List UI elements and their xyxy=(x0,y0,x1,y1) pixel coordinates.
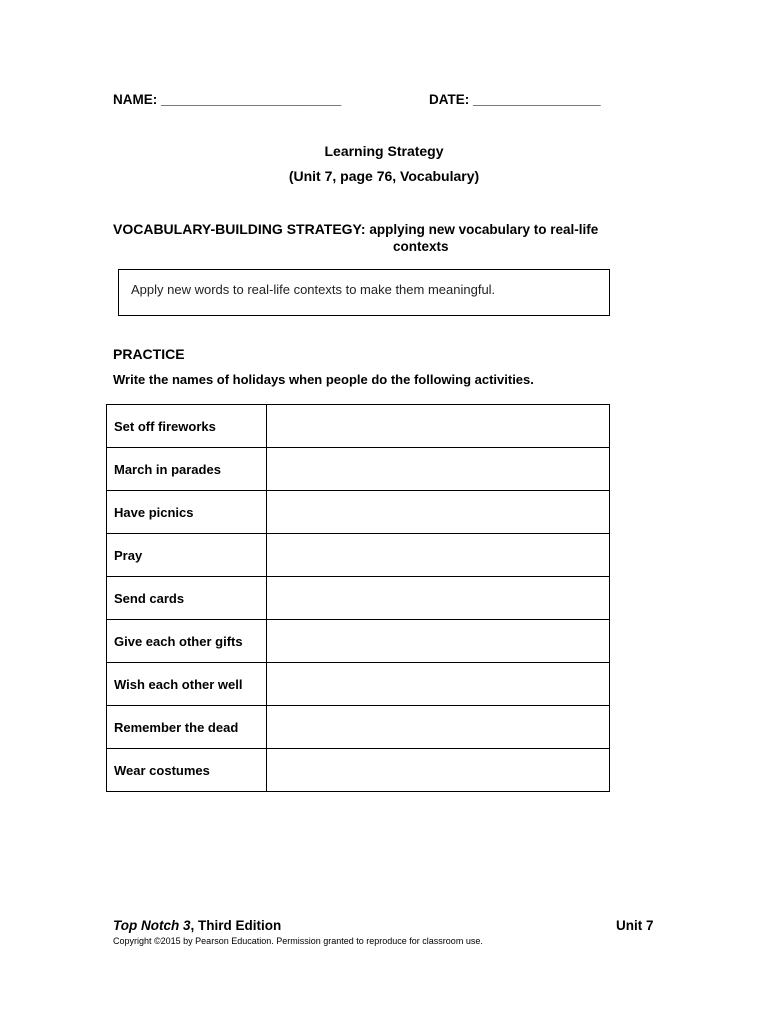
holiday-answer-cell[interactable] xyxy=(267,663,610,706)
name-field-line[interactable]: NAME: ________________________ xyxy=(113,92,342,107)
holiday-answer-cell[interactable] xyxy=(267,706,610,749)
holiday-answer-cell[interactable] xyxy=(267,448,610,491)
activity-cell: Give each other gifts xyxy=(107,620,267,663)
activity-cell: Wear costumes xyxy=(107,749,267,792)
table-row xyxy=(107,749,610,792)
holiday-answer-cell[interactable] xyxy=(267,405,610,448)
footer-book-title xyxy=(113,918,281,933)
holiday-answer-cell[interactable] xyxy=(267,534,610,577)
activity-cell: Have picnics xyxy=(107,491,267,534)
activity-cell: Pray xyxy=(107,534,267,577)
book-title: Top Notch 3 xyxy=(113,918,191,933)
activity-cell: Send cards xyxy=(107,577,267,620)
strategy-description-continued: contexts xyxy=(393,239,449,254)
date-field-line[interactable]: DATE: _________________ xyxy=(429,92,601,107)
table-row xyxy=(107,405,610,448)
table-row xyxy=(107,620,610,663)
activity-cell: Remember the dead xyxy=(107,706,267,749)
page-subtitle: (Unit 7, page 76, Vocabulary) xyxy=(288,168,480,184)
footer-unit: Unit 7 xyxy=(616,918,654,933)
activities-table xyxy=(106,404,610,792)
table-row xyxy=(107,534,610,577)
strategy-description: applying new vocabulary to real-life xyxy=(369,222,599,237)
table-row xyxy=(107,663,610,706)
holiday-answer-cell[interactable] xyxy=(267,620,610,663)
holiday-answer-cell[interactable] xyxy=(267,577,610,620)
strategy-heading xyxy=(113,221,598,237)
strategy-tip-box xyxy=(118,269,610,316)
copyright-notice: Copyright ©2015 by Pearson Education. Permission granted to reproduce for classroom use. xyxy=(113,936,483,946)
practice-heading: PRACTICE xyxy=(113,346,185,362)
table-row xyxy=(107,448,610,491)
table-row xyxy=(107,577,610,620)
page-title: Learning Strategy xyxy=(324,143,444,159)
activity-cell: Wish each other well xyxy=(107,663,267,706)
holiday-answer-cell[interactable] xyxy=(267,491,610,534)
holiday-answer-cell[interactable] xyxy=(267,749,610,792)
activities-table-body xyxy=(107,405,610,792)
strategy-tip-text: Apply new words to real-life contexts to make them meaningful. xyxy=(131,282,496,297)
strategy-label: VOCABULARY-BUILDING STRATEGY: xyxy=(113,221,366,237)
book-edition: , Third Edition xyxy=(190,918,282,933)
table-row xyxy=(107,491,610,534)
activity-cell: March in parades xyxy=(107,448,267,491)
activity-cell: Set off fireworks xyxy=(107,405,267,448)
table-row xyxy=(107,706,610,749)
practice-instructions: Write the names of holidays when people do the following activities. xyxy=(113,372,534,387)
